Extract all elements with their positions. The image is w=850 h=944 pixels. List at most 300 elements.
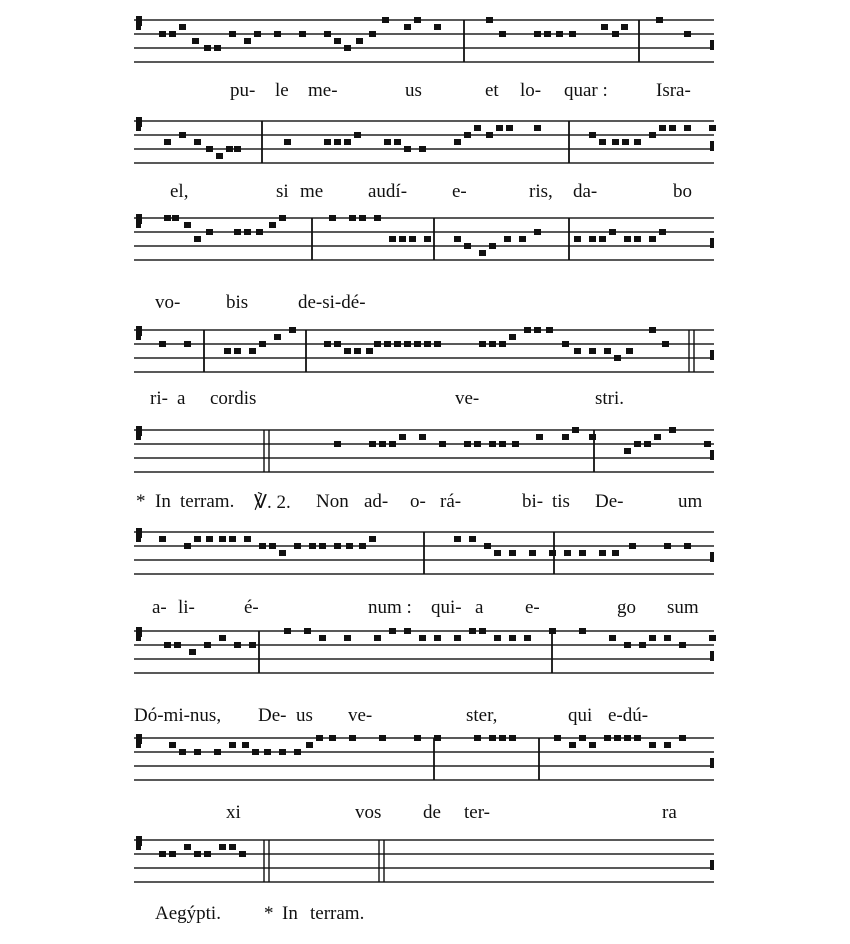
neume-note [369, 536, 376, 542]
syllable: ra [662, 802, 677, 823]
neume-note [494, 635, 501, 641]
staff [134, 621, 714, 671]
neume-note [489, 735, 496, 741]
neume-note [609, 229, 616, 235]
neume-note [359, 215, 366, 221]
neume-note [519, 236, 526, 242]
neume-note [179, 749, 186, 755]
syllable: e-dú- [608, 705, 649, 726]
neume-note [184, 222, 191, 228]
neume-note [216, 153, 223, 159]
neume-note [554, 735, 561, 741]
neume-note [589, 348, 596, 354]
neume-note [192, 38, 199, 44]
neume-note [249, 642, 256, 648]
neume-note [379, 441, 386, 447]
neume-note [644, 441, 651, 447]
neume-note [259, 341, 266, 347]
neume-note [499, 735, 506, 741]
neume-note [194, 536, 201, 542]
c-clef-icon [136, 734, 142, 748]
neume-note [389, 441, 396, 447]
neume-note [549, 628, 556, 634]
neume-note [486, 132, 493, 138]
neume-note [659, 125, 666, 131]
neume-note [486, 17, 493, 23]
neume-note [204, 45, 211, 51]
neume-note [474, 735, 481, 741]
neume-note [419, 146, 426, 152]
neume-note [684, 125, 691, 131]
custos-icon [710, 350, 714, 360]
neume-note [464, 243, 471, 249]
neume-note [374, 215, 381, 221]
neume-note [572, 427, 579, 433]
neume-note [424, 236, 431, 242]
c-clef-icon [136, 426, 142, 440]
staff [134, 208, 714, 258]
neume-note [534, 31, 541, 37]
neume-note [434, 341, 441, 347]
neume-note [479, 341, 486, 347]
syllable: ve- [455, 388, 480, 409]
neume-note [504, 236, 511, 242]
neume-note [499, 341, 506, 347]
neume-note [329, 735, 336, 741]
lyrics-line [0, 802, 850, 828]
syllable: me- [308, 80, 338, 101]
syllable: stri. [595, 388, 625, 409]
neume-note [549, 550, 556, 556]
neume-note [496, 125, 503, 131]
neume-note [184, 341, 191, 347]
neume-note [434, 635, 441, 641]
neume-note [204, 851, 211, 857]
syllable: e- [452, 181, 467, 202]
syllable: In [155, 491, 171, 512]
neume-note [344, 348, 351, 354]
neume-note [509, 735, 516, 741]
syllable: li- [178, 597, 195, 618]
neume-note [206, 536, 213, 542]
neume-note [369, 31, 376, 37]
neume-note [622, 139, 629, 145]
neume-note [579, 628, 586, 634]
neume-note [399, 434, 406, 440]
neume-note [534, 229, 541, 235]
neume-note [624, 735, 631, 741]
c-clef-icon [136, 836, 142, 850]
neume-note [664, 543, 671, 549]
neume-note [454, 139, 461, 145]
neume-note [634, 139, 641, 145]
syllable: da- [573, 181, 598, 202]
neume-note [159, 536, 166, 542]
neume-note [219, 635, 226, 641]
syllable: a [177, 388, 186, 409]
syllable: Isra- [656, 80, 691, 101]
syllable: qui- [431, 597, 462, 618]
neume-note [172, 215, 179, 221]
neume-note [242, 742, 249, 748]
neume-note [634, 441, 641, 447]
syllable: e- [525, 597, 540, 618]
neume-note [544, 31, 551, 37]
neume-note [294, 543, 301, 549]
neume-note [512, 441, 519, 447]
neume-note [384, 139, 391, 145]
neume-note [479, 250, 486, 256]
syllable: De- [258, 705, 287, 726]
neume-note [164, 215, 171, 221]
neume-note [409, 236, 416, 242]
neume-note [252, 749, 259, 755]
neume-note [621, 24, 628, 30]
neume-note [474, 441, 481, 447]
neume-note [649, 742, 656, 748]
neume-note [304, 628, 311, 634]
syllable: terram. [180, 491, 235, 512]
neume-note [659, 229, 666, 235]
neume-note [654, 434, 661, 440]
syllable: ve- [348, 705, 373, 726]
neume-note [264, 749, 271, 755]
neume-note [599, 550, 606, 556]
neume-note [489, 341, 496, 347]
syllable: a- [152, 597, 167, 618]
syllable: sum [667, 597, 699, 618]
neume-note [534, 327, 541, 333]
syllable: ri- [150, 388, 168, 409]
neume-note [589, 132, 596, 138]
custos-icon [710, 758, 714, 768]
syllable: vos [355, 802, 382, 823]
c-clef-icon [136, 117, 142, 131]
neume-note [356, 38, 363, 44]
syllable: rá- [440, 491, 462, 512]
neume-note [214, 749, 221, 755]
neume-note [214, 45, 221, 51]
neume-note [164, 642, 171, 648]
neume-note [369, 441, 376, 447]
neume-note [509, 635, 516, 641]
staff-lines [134, 728, 714, 788]
neume-note [649, 132, 656, 138]
neume-note [294, 749, 301, 755]
neume-note [664, 742, 671, 748]
neume-note [634, 236, 641, 242]
neume-note [574, 348, 581, 354]
neume-note [624, 236, 631, 242]
neume-note [624, 642, 631, 648]
lyrics-line [0, 181, 850, 207]
neume-note [579, 550, 586, 556]
neume-note [316, 735, 323, 741]
neume-note [254, 31, 261, 37]
neume-note [226, 146, 233, 152]
neume-note [359, 543, 366, 549]
neume-note [256, 229, 263, 235]
staff-lines [134, 420, 714, 480]
neume-note [626, 348, 633, 354]
custos-icon [710, 141, 714, 151]
neume-note [299, 31, 306, 37]
syllable: ris, [529, 181, 553, 202]
neume-note [384, 341, 391, 347]
neume-note [346, 543, 353, 549]
neume-note [639, 642, 646, 648]
syllable: vo- [155, 292, 181, 313]
c-clef-icon [136, 214, 142, 228]
staff [134, 420, 714, 470]
syllable: me [300, 181, 324, 202]
neume-note [529, 550, 536, 556]
neume-note [669, 427, 676, 433]
syllable: * [136, 491, 146, 512]
neume-note [179, 132, 186, 138]
syllable: ℣. 2. [254, 492, 291, 513]
neume-note [329, 215, 336, 221]
neume-note [536, 434, 543, 440]
syllable: pu- [230, 80, 256, 101]
staff [134, 320, 714, 370]
neume-note [679, 735, 686, 741]
neume-note [579, 735, 586, 741]
neume-note [599, 139, 606, 145]
syllable: si [276, 181, 289, 202]
syllable: bis [226, 292, 249, 313]
staff-lines [134, 208, 714, 268]
lyrics-line [0, 491, 850, 517]
syllable: De- [595, 491, 624, 512]
custos-icon [710, 860, 714, 870]
neume-note [204, 642, 211, 648]
syllable: audí- [368, 181, 408, 202]
c-clef-icon [136, 627, 142, 641]
neume-note [414, 735, 421, 741]
neume-note [569, 742, 576, 748]
neume-note [601, 24, 608, 30]
syllable: ad- [364, 491, 389, 512]
neume-note [574, 236, 581, 242]
neume-note [374, 635, 381, 641]
neume-note [524, 635, 531, 641]
neume-note [179, 24, 186, 30]
staff [134, 10, 714, 60]
neume-note [234, 229, 241, 235]
neume-note [284, 139, 291, 145]
neume-note [404, 24, 411, 30]
neume-note [259, 543, 266, 549]
neume-note [612, 139, 619, 145]
neume-note [609, 635, 616, 641]
syllable: um [678, 491, 703, 512]
neume-note [684, 31, 691, 37]
neume-note [224, 348, 231, 354]
neume-note [546, 327, 553, 333]
syllable: qui [568, 705, 593, 726]
neume-note [229, 742, 236, 748]
syllable: tis [552, 491, 570, 512]
neume-note [489, 243, 496, 249]
neume-note [174, 642, 181, 648]
neume-note [344, 635, 351, 641]
lyrics-line [0, 388, 850, 414]
neume-note [159, 851, 166, 857]
neume-note [169, 31, 176, 37]
syllable: o- [410, 491, 426, 512]
neume-note [469, 628, 476, 634]
lyrics-line [0, 597, 850, 623]
neume-note [349, 215, 356, 221]
neume-note [244, 38, 251, 44]
neume-note [194, 139, 201, 145]
neume-note [194, 749, 201, 755]
neume-note [684, 543, 691, 549]
neume-note [324, 139, 331, 145]
neume-note [184, 844, 191, 850]
neume-note [589, 434, 596, 440]
neume-note [612, 550, 619, 556]
neume-note [664, 635, 671, 641]
neume-note [239, 851, 246, 857]
neume-note [524, 327, 531, 333]
syllable: In [282, 903, 298, 924]
neume-note [562, 341, 569, 347]
neume-note [569, 31, 576, 37]
staff [134, 728, 714, 778]
syllable: de-si-dé- [298, 292, 366, 313]
neume-note [229, 844, 236, 850]
staff-lines [134, 522, 714, 582]
syllable: * [264, 903, 274, 924]
neume-note [274, 334, 281, 340]
syllable: go [617, 597, 636, 618]
neume-note [614, 735, 621, 741]
neume-note [206, 146, 213, 152]
neume-note [189, 649, 196, 655]
syllable: bo [673, 181, 692, 202]
neume-note [599, 236, 606, 242]
neume-note [589, 236, 596, 242]
neume-note [704, 441, 711, 447]
neume-note [229, 536, 236, 542]
neume-note [334, 341, 341, 347]
neume-note [349, 735, 356, 741]
neume-note [662, 341, 669, 347]
lyrics-line [0, 903, 850, 929]
syllable: num : [368, 597, 412, 618]
neume-note [279, 550, 286, 556]
neume-note [334, 441, 341, 447]
custos-icon [710, 450, 714, 460]
neume-note [629, 543, 636, 549]
syllable: cordis [210, 388, 257, 409]
neume-note [589, 742, 596, 748]
neume-note [709, 125, 716, 131]
neume-note [164, 139, 171, 145]
neume-note [562, 434, 569, 440]
neume-note [509, 334, 516, 340]
neume-note [404, 628, 411, 634]
syllable: Aegýpti. [155, 903, 221, 924]
neume-note [454, 236, 461, 242]
neume-note [679, 642, 686, 648]
neume-note [394, 139, 401, 145]
neume-note [399, 236, 406, 242]
neume-note [234, 642, 241, 648]
neume-note [169, 851, 176, 857]
neume-note [709, 635, 716, 641]
neume-note [319, 635, 326, 641]
neume-note [324, 341, 331, 347]
custos-icon [710, 651, 714, 661]
neume-note [474, 125, 481, 131]
neume-note [464, 441, 471, 447]
staff-lines [134, 621, 714, 681]
neume-note [194, 851, 201, 857]
neume-note [379, 735, 386, 741]
syllable: a [475, 597, 484, 618]
neume-note [506, 125, 513, 131]
neume-note [219, 536, 226, 542]
neume-note [634, 735, 641, 741]
neume-note [454, 635, 461, 641]
neume-note [499, 441, 506, 447]
neume-note [649, 327, 656, 333]
neume-note [424, 341, 431, 347]
neume-note [334, 139, 341, 145]
staff-lines [134, 10, 714, 70]
neume-note [394, 341, 401, 347]
neume-note [244, 229, 251, 235]
neume-note [614, 355, 621, 361]
staff [134, 111, 714, 161]
neume-note [509, 550, 516, 556]
syllable: Dó-mi-nus, [134, 705, 222, 726]
neume-note [434, 735, 441, 741]
neume-note [656, 17, 663, 23]
neume-note [389, 236, 396, 242]
staff [134, 830, 714, 880]
neume-note [219, 844, 226, 850]
neume-note [334, 543, 341, 549]
syllable: xi [226, 802, 241, 823]
neume-note [284, 628, 291, 634]
neume-note [184, 543, 191, 549]
neume-note [324, 31, 331, 37]
syllable: us [405, 80, 422, 101]
neume-note [469, 536, 476, 542]
syllable: lo- [520, 80, 542, 101]
neume-note [344, 139, 351, 145]
neume-note [194, 236, 201, 242]
neume-note [556, 31, 563, 37]
neume-note [404, 341, 411, 347]
neume-note [366, 348, 373, 354]
neume-note [404, 146, 411, 152]
neume-note [269, 543, 276, 549]
neume-note [604, 348, 611, 354]
neume-note [306, 742, 313, 748]
syllable: le [275, 80, 289, 101]
custos-icon [710, 552, 714, 562]
syllable: Non [316, 491, 349, 512]
neume-note [604, 735, 611, 741]
neume-note [464, 132, 471, 138]
neume-note [344, 45, 351, 51]
staff-lines [134, 830, 714, 890]
